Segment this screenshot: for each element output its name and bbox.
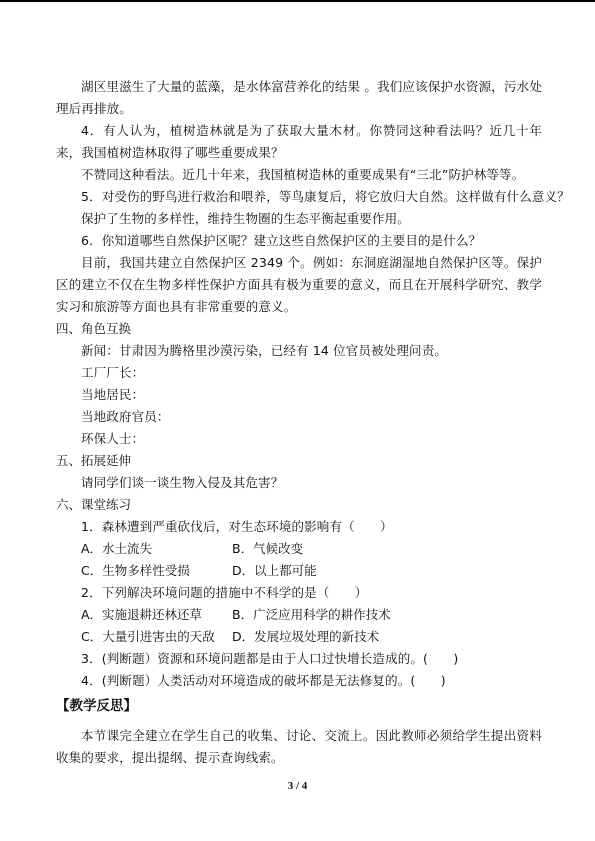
- role-environmentalist: 环保人士：: [81, 431, 145, 446]
- exercise-1-option-b: B．气候改变: [232, 541, 304, 556]
- exercise-2-option-d: D．发展垃圾处理的新技术: [232, 629, 380, 644]
- exercise-1: 1．森林遭到严重砍伐后，对生态环境的影响有（ ）: [81, 519, 393, 534]
- section-6-heading: 六、课堂练习: [56, 497, 132, 512]
- exercise-2-options-row-2: [56, 626, 542, 648]
- exercise-1-option-d: D．以上都可能: [232, 563, 317, 578]
- paragraph-water: 湖区里滋生了大量的蓝藻，是水体富营养化的结果 。我们应该保护水资源，污水处理后再排放。: [56, 79, 542, 116]
- answer-4: 不赞同这种看法。近几十年来，我国植树造林的重要成果有“三北”防护林等等。: [81, 167, 525, 182]
- extension-prompt: 请同学们谈一谈生物入侵及其危害？: [81, 475, 284, 490]
- reflection-text: 本节课完全建立在学生自己的收集、讨论、交流上。因此教师必须给学生提出资料收集的要求，提出提纲、提示查询线索。: [56, 728, 542, 765]
- exercise-1-option-c: C．生物多样性受损: [81, 563, 190, 578]
- top-rule: [0, 0, 595, 2]
- answer-6: 目前，我国共建立自然保护区 2349 个。例如：东洞庭湖湿地自然保护区等。保护区的建立不仅在生物多样性保护方面具有极为重要的意义，而且在开展科学研究、教学实习和旅游等方面也具有非常重要的意义。: [56, 255, 542, 314]
- exercise-1-options-row-2: [56, 560, 542, 582]
- exercise-2-option-c: C．大量引进害虫的天敌: [81, 629, 215, 644]
- question-5: 5．对受伤的野鸟进行救治和喂养，等鸟康复后，将它放归大自然。这样做有什么意义？: [81, 189, 570, 204]
- reflection-heading: 【教学反思】: [56, 698, 137, 714]
- exercise-4: 4．(判断题）人类活动对环境造成的破坏都是无法修复的。( ): [81, 673, 446, 688]
- exercise-2-options-row-1: [56, 604, 542, 626]
- news-text: 新闻：甘肃因为腾格里沙漠污染，已经有 14 位官员被处理问责。: [81, 343, 448, 358]
- exercise-1-options-row-1: [56, 538, 542, 560]
- exercise-1-option-a: A．水土流失: [81, 541, 153, 556]
- section-4-heading: 四、角色互换: [56, 321, 132, 336]
- answer-5: 保护了生物的多样性，维持生物圈的生态平衡起重要作用。: [81, 211, 410, 226]
- role-government-official: 当地政府官员：: [81, 409, 170, 424]
- section-5-heading: 五、拓展延伸: [56, 453, 132, 468]
- document-body: [56, 76, 570, 769]
- question-4: 4．有人认为，植树造林就是为了获取大量木材。你赞同这种看法吗？近几十年来，我国植树造林取得了哪些重要成果？: [56, 123, 542, 160]
- question-6: 6．你知道哪些自然保护区呢？建立这些自然保护区的主要目的是什么？: [81, 233, 482, 248]
- role-factory-director: 工厂厂长：: [81, 365, 145, 380]
- role-local-resident: 当地居民：: [81, 387, 145, 402]
- exercise-3: 3．(判断题）资源和环境问题都是由于人口过快增长造成的。( ): [81, 651, 459, 666]
- exercise-2: 2．下列解决环境问题的措施中不科学的是（ ）: [81, 585, 368, 600]
- exercise-2-option-b: B．广泛应用科学的耕作技术: [232, 607, 391, 622]
- page-number: 3 / 4: [287, 780, 308, 792]
- exercise-2-option-a: A．实施退耕还林还草: [81, 607, 203, 622]
